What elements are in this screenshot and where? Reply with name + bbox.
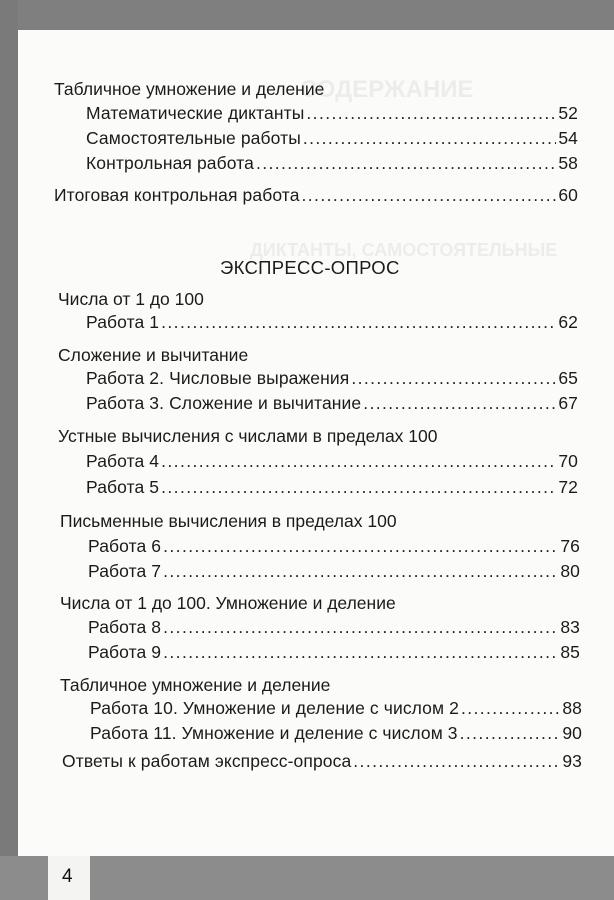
toc-entry-title: Итоговая контрольная работа [54, 185, 300, 205]
toc-entry-title: Работа 10. Умножение и деление с числом 2 [90, 698, 459, 718]
toc-entry[interactable] [86, 102, 578, 124]
leader-dots [306, 102, 556, 124]
leader-dots [161, 476, 556, 498]
scan-top-border [0, 0, 614, 30]
page-number: 4 [62, 866, 73, 887]
toc-entry-title: Работа 6 [88, 536, 162, 556]
toc-entry-title: Работа 3. Сложение и вычитание [86, 393, 362, 413]
leader-dots [163, 616, 558, 638]
leader-dots [460, 722, 561, 744]
toc-entry-title: Работа 2. Числовые выражения [86, 368, 350, 388]
leader-dots [353, 750, 560, 772]
toc-entry[interactable] [86, 152, 578, 174]
toc-entry-page: 72 [558, 477, 578, 497]
toc-entry[interactable] [88, 560, 580, 582]
toc-entry-page: 54 [558, 128, 578, 148]
toc-entry-title: Работа 5 [86, 477, 160, 497]
leader-dots [256, 152, 556, 174]
toc-entry-page: 93 [562, 751, 582, 771]
toc-heading: Сложение и вычитание [58, 345, 249, 365]
toc-entry-page: 88 [562, 698, 582, 718]
toc-entry[interactable] [86, 127, 578, 149]
toc-entry-page: 52 [558, 103, 578, 123]
leader-dots [163, 560, 558, 582]
toc-entry-page: 67 [558, 393, 578, 413]
leader-dots [303, 127, 556, 149]
toc-entry-title: Работа 7 [88, 561, 162, 581]
leader-dots [161, 311, 556, 333]
toc-heading: Числа от 1 до 100 [58, 289, 204, 309]
toc-heading: Письменные вычисления в пределах 100 [60, 511, 397, 531]
toc-entry-title: Работа 1 [86, 312, 160, 332]
leader-dots [161, 450, 556, 472]
toc-entry-page: 65 [558, 368, 578, 388]
toc-entry-title: Контрольная работа [86, 153, 254, 173]
leader-dots [363, 392, 556, 414]
scan-bottom-border [0, 856, 614, 900]
toc-entry-page: 80 [560, 561, 580, 581]
toc-entry-title: Работа 9 [88, 642, 162, 662]
toc-entry[interactable] [88, 616, 580, 638]
toc-entry-page: 58 [558, 153, 578, 173]
toc-entry-title: Работа 8 [88, 617, 162, 637]
leader-dots [163, 641, 558, 663]
toc-entry[interactable] [86, 367, 578, 389]
toc-entry[interactable] [88, 641, 580, 663]
toc-entry[interactable] [88, 535, 580, 557]
toc-entry-title: Работа 11. Умножение и деление с числом 3 [90, 723, 458, 743]
toc-entry[interactable] [86, 311, 578, 333]
toc-entry[interactable] [62, 750, 582, 772]
toc-entry-page: 85 [560, 642, 580, 662]
toc-entry[interactable] [86, 450, 578, 472]
toc-heading: Табличное умножение и деление [60, 675, 331, 695]
bleed-through-text: СОДЕРЖАНИЕ [300, 76, 474, 103]
toc-entry-page: 83 [560, 617, 580, 637]
toc-heading: Числа от 1 до 100. Умножение и деление [60, 593, 396, 613]
toc-entry[interactable] [86, 392, 578, 414]
leader-dots [351, 367, 556, 389]
toc-entry-title: Самостоятельные работы [86, 128, 301, 148]
scan-left-border [0, 0, 18, 900]
toc-entry-page: 70 [558, 451, 578, 471]
toc-entry-page: 60 [558, 185, 578, 205]
toc-entry-title: Ответы к работам экспресс-опроса [62, 751, 352, 771]
leader-dots [163, 535, 558, 557]
toc-heading: Табличное умножение и деление [54, 79, 325, 99]
leader-dots [302, 184, 557, 206]
leader-dots [461, 697, 560, 719]
toc-entry[interactable] [90, 697, 582, 719]
toc-entry-page: 90 [562, 723, 582, 743]
bleed-through-text: ДИКТАНТЫ, САМОСТОЯТЕЛЬНЫЕ [250, 240, 558, 260]
toc-entry-title: Математические диктанты [86, 103, 305, 123]
section-title: ЭКСПРЕСС-ОПРОС [220, 257, 400, 278]
toc-entry[interactable] [54, 184, 578, 206]
toc-entry-title: Работа 4 [86, 451, 160, 471]
toc-heading: Устные вычисления с числами в пределах 100 [58, 426, 438, 446]
toc-entry-page: 76 [560, 536, 580, 556]
toc-entry[interactable] [90, 722, 582, 744]
toc-entry[interactable] [86, 476, 578, 498]
toc-entry-page: 62 [558, 312, 578, 332]
